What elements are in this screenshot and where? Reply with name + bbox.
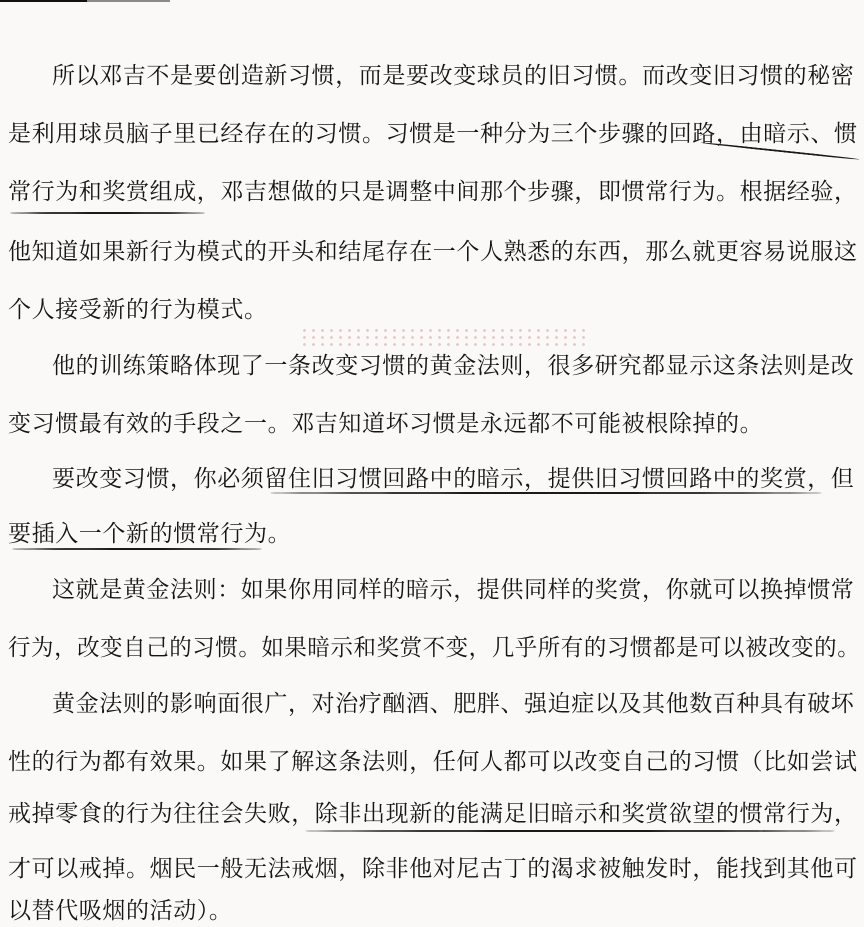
p1-line-3: 常行为和奖赏组成，邓吉想做的只是调整中间那个步骤，即惯常行为。根据经验， bbox=[8, 179, 858, 205]
underline-2 bbox=[270, 492, 822, 494]
p3-line-2: 要插入一个新的惯常行为。 bbox=[8, 521, 292, 547]
p4-line-2: 行为，改变自己的习惯。如果暗示和奖赏不变，几乎所有的习惯都是可以被改变的。 bbox=[8, 635, 861, 661]
p5-line-4: 才可以戒掉。烟民一般无法戒烟，除非他对尼古丁的渴求被触发时，能找到其他可 bbox=[8, 856, 858, 882]
p5-line-2: 性的行为都有效果。如果了解这条法则，任何人都可以改变自己的习惯（比如尝试 bbox=[8, 749, 858, 775]
p1-line-1: 所以邓吉不是要创造新习惯，而是要改变球员的旧习惯。而改变旧习惯的秘密 bbox=[52, 63, 855, 89]
p4-line-1: 这就是黄金法则：如果你用同样的暗示，提供同样的奖赏，你就可以换掉惯常 bbox=[52, 577, 855, 603]
underline-4 bbox=[305, 830, 835, 832]
p1-line-2: 是利用球员脑子里已经存在的习惯。习惯是一种分为三个步骤的回路，由暗示、惯 bbox=[8, 121, 858, 147]
p5-line-3: 戒掉零食的行为往往会失败，除非出现新的能满足旧暗示和奖赏欲望的惯常行为， bbox=[8, 801, 858, 827]
p5-line-5: 以替代吸烟的活动）。 bbox=[8, 898, 233, 924]
p5-line-1: 黄金法则的影响面很广，对治疗酗酒、肥胖、强迫症以及其他数百种具有破坏 bbox=[52, 691, 855, 717]
p2-line-2: 变习惯最有效的手段之一。邓吉知道坏习惯是永远都不可能被根除掉的。 bbox=[8, 411, 764, 437]
p1-line-5: 个人接受新的行为模式。 bbox=[8, 297, 268, 323]
underline-1b bbox=[10, 212, 205, 214]
p1-line-4: 他知道如果新行为模式的开头和结尾存在一个人熟悉的东西，那么就更容易说服这 bbox=[8, 239, 858, 265]
p3-line-1: 要改变习惯，你必须留住旧习惯回路中的暗示，提供旧习惯回路中的奖赏，但 bbox=[52, 466, 855, 492]
p2-line-1: 他的训练策略体现了一条改变习惯的黄金法则，很多研究都显示这条法则是改 bbox=[52, 353, 855, 379]
underline-3 bbox=[12, 548, 262, 550]
